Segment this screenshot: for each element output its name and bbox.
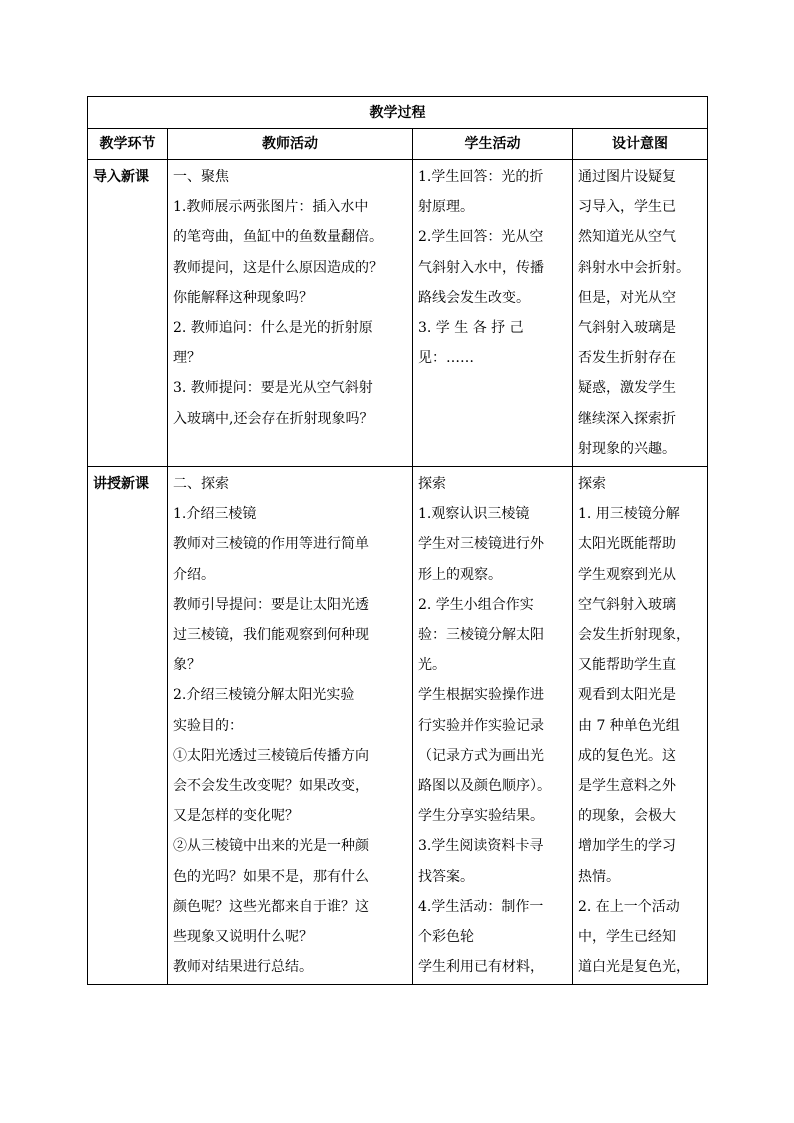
student-line: 行实验并作实验记录 xyxy=(418,717,544,734)
teacher-line: 2.介绍三棱镜分解太阳光实验 xyxy=(173,687,355,704)
table-title-row xyxy=(88,97,708,129)
intent-line: 通过图片设疑复 xyxy=(578,169,676,185)
student-line: 光。 xyxy=(418,657,446,674)
teacher-line: 教师提问，这是什么原因造成的？ xyxy=(173,259,383,276)
header-teacher: 教师活动 xyxy=(168,129,413,160)
header-stage: 教学环节 xyxy=(88,129,168,160)
intent-line: 继续深入探索折 xyxy=(578,410,676,427)
intent-line: 是学生意料之外 xyxy=(578,778,676,795)
intent-line: 1. 用三棱镜分解 xyxy=(578,506,680,523)
teacher-line: ②从三棱镜中出来的光是一种颜 xyxy=(173,838,369,855)
design-intent-cell xyxy=(573,467,708,985)
student-line: 学生对三棱镜进行外 xyxy=(418,536,544,553)
teacher-line: 一、聚焦 xyxy=(173,169,229,185)
teacher-line: 实验目的： xyxy=(173,717,243,734)
intent-line: 增加学生的学习 xyxy=(578,838,676,855)
intent-line: 斜射水中会折射。 xyxy=(578,259,690,276)
intent-line: 2. 在上一个活动 xyxy=(578,898,680,915)
teacher-line: 些现象又说明什么呢？ xyxy=(173,929,313,946)
student-line: 路线会发生改变。 xyxy=(418,289,530,306)
teacher-line: 教师对三棱镜的作用等进行简单 xyxy=(173,536,369,553)
student-line: 3. 学 生 各 抒 己 xyxy=(418,320,524,337)
intent-line: 中，学生已经知 xyxy=(578,929,676,946)
student-line: 学生分享实验结果。 xyxy=(418,808,544,825)
intent-line: 会发生折射现象， xyxy=(578,627,690,644)
intent-line: 然知道光从空气 xyxy=(578,229,676,246)
student-line: 验：三棱镜分解太阳 xyxy=(418,627,544,644)
teacher-line: 1.介绍三棱镜 xyxy=(173,506,257,523)
intent-line: 空气斜射入玻璃 xyxy=(578,596,676,613)
student-line: 4.学生活动：制作一 xyxy=(418,898,544,915)
teacher-line: 色的光吗？如果不是，那有什么 xyxy=(173,868,369,885)
student-line: 学生根据实验操作进 xyxy=(418,687,544,704)
teacher-line: 会不会发生改变呢？如果改变， xyxy=(173,778,369,795)
teacher-line: 理？ xyxy=(173,350,201,367)
intent-line: 探索 xyxy=(578,476,606,493)
intent-line: 射现象的兴趣。 xyxy=(578,440,676,457)
intent-line: 气斜射入玻璃是 xyxy=(578,320,676,337)
teacher-line: 2. 教师追问：什么是光的折射原 xyxy=(173,320,373,337)
intent-line: 成的复色光。这 xyxy=(578,747,676,764)
teacher-line: 又是怎样的变化呢？ xyxy=(173,808,299,825)
table-row xyxy=(88,467,708,985)
student-line: 见：…… xyxy=(418,350,474,367)
student-line: 个彩色轮 xyxy=(418,929,474,946)
student-activity-cell xyxy=(413,467,573,985)
student-line: 学生利用已有材料， xyxy=(418,959,544,976)
header-student: 学生活动 xyxy=(413,129,573,160)
teacher-line: 入玻璃中,还会存在折射现象吗？ xyxy=(173,410,374,427)
teaching-process-table xyxy=(87,96,708,985)
design-intent-cell xyxy=(573,160,708,467)
teacher-line: 教师引导提问：要是让太阳光透 xyxy=(173,596,369,613)
table-title: 教学过程 xyxy=(88,97,708,129)
teacher-line: 颜色呢？这些光都来自于谁？这 xyxy=(173,898,369,915)
student-line: 2.学生回答：光从空 xyxy=(418,229,544,246)
header-row xyxy=(88,129,708,160)
teacher-line: 二、探索 xyxy=(173,476,229,493)
intent-line: 的现象，会极大 xyxy=(578,808,676,825)
teacher-line: 你能解释这种现象吗？ xyxy=(173,289,313,306)
teacher-line: 过三棱镜，我们能观察到何种现 xyxy=(173,627,369,644)
student-line: 形上的观察。 xyxy=(418,566,502,583)
student-line: 3.学生阅读资料卡寻 xyxy=(418,838,544,855)
student-line: 1.观察认识三棱镜 xyxy=(418,506,530,523)
teacher-line: 1.教师展示两张图片：插入水中 xyxy=(173,199,369,216)
intent-line: 学生观察到光从 xyxy=(578,566,676,583)
stage-cell: 讲授新课 xyxy=(88,467,168,985)
header-intent: 设计意图 xyxy=(573,129,708,160)
intent-line: 热情。 xyxy=(578,868,620,885)
student-activity-cell xyxy=(413,160,573,467)
intent-line: 太阳光既能帮助 xyxy=(578,536,676,553)
intent-line: 道白光是复色光， xyxy=(578,959,690,976)
teacher-line: 象？ xyxy=(173,657,201,674)
teacher-line: 3. 教师提问：要是光从空气斜射 xyxy=(173,380,373,397)
student-line: 射原理。 xyxy=(418,199,474,216)
table-row xyxy=(88,160,708,467)
intent-line: 习导入，学生已 xyxy=(578,199,676,216)
intent-line: 由 7 种单色光组 xyxy=(578,717,680,734)
student-line: 2. 学生小组合作实 xyxy=(418,596,534,613)
intent-line: 但是，对光从空 xyxy=(578,289,676,306)
student-line: 探索 xyxy=(418,476,446,493)
intent-line: 又能帮助学生直 xyxy=(578,657,676,674)
student-line: 1.学生回答：光的折 xyxy=(418,169,544,185)
intent-line: 疑惑，激发学生 xyxy=(578,380,676,397)
student-line: 路图以及颜色顺序）。 xyxy=(418,778,551,795)
teacher-line: 的笔弯曲，鱼缸中的鱼数量翻倍。 xyxy=(173,229,383,246)
student-line: 找答案。 xyxy=(418,868,474,885)
teacher-activity-cell xyxy=(168,160,413,467)
student-line: 气斜射入水中，传播 xyxy=(418,259,544,276)
intent-line: 观看到太阳光是 xyxy=(578,687,676,704)
teacher-activity-cell xyxy=(168,467,413,985)
student-line: （记录方式为画出光 xyxy=(418,747,544,764)
teacher-line: ①太阳光透过三棱镜后传播方向 xyxy=(173,747,369,764)
teacher-line: 教师对结果进行总结。 xyxy=(173,959,313,976)
stage-cell: 导入新课 xyxy=(88,160,168,467)
teacher-line: 介绍。 xyxy=(173,566,215,583)
intent-line: 否发生折射存在 xyxy=(578,350,676,367)
